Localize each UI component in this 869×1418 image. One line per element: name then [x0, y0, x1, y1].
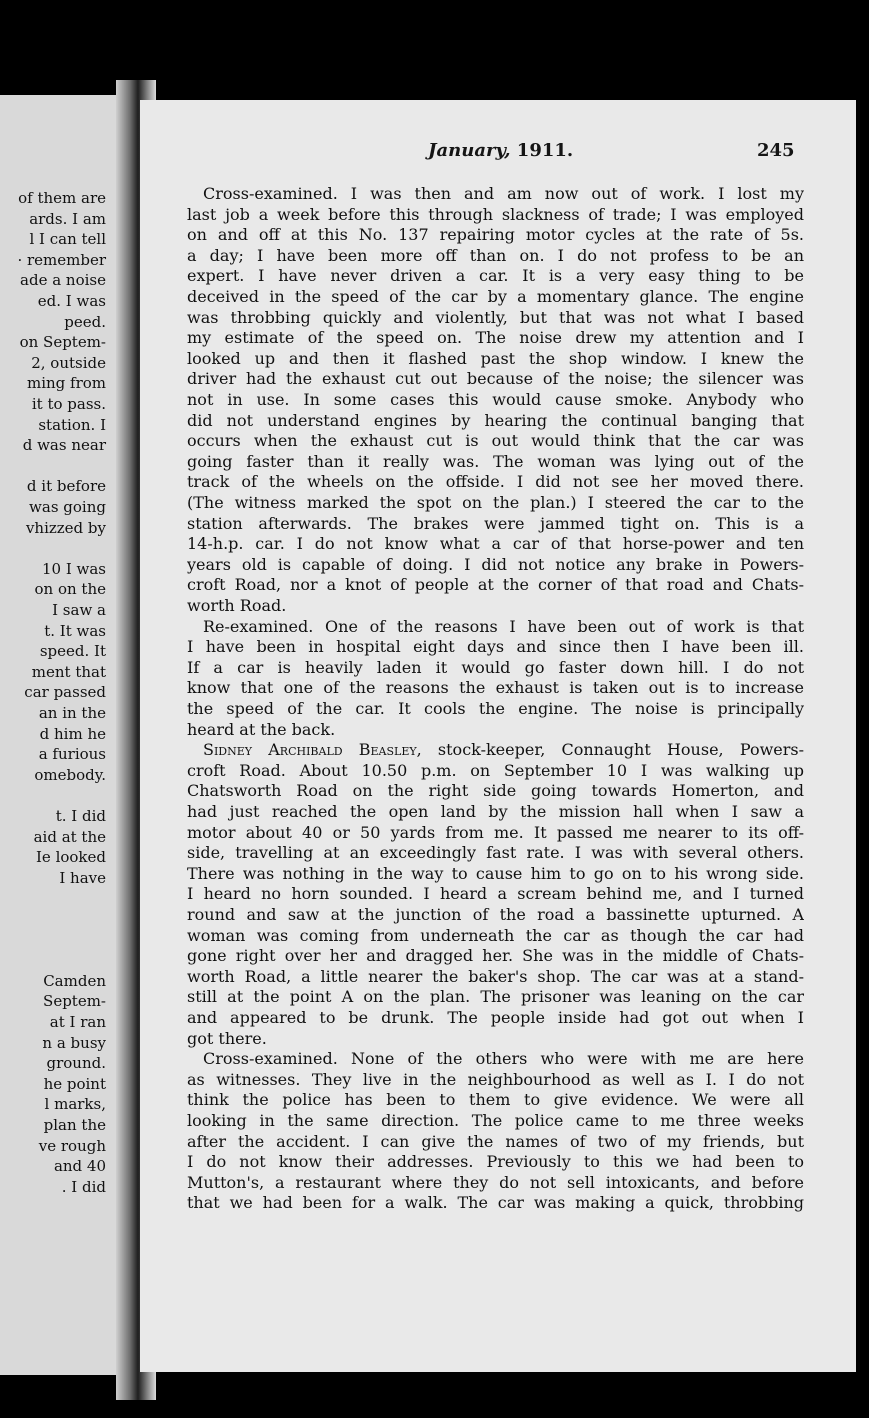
left-page-line: peed. [64, 312, 106, 331]
page-number: 245 [757, 140, 795, 161]
text-line: Cross-examined. None of the others who were with me are here [203, 1049, 804, 1069]
left-page-line: d him he [39, 724, 106, 743]
left-page-line: d it before [26, 477, 106, 496]
text-line: (The witness marked the spot on the plan.) I steered the car to the [187, 493, 804, 512]
left-page-line: ed. I was [37, 292, 106, 310]
text-line: last job a week before this through slackness of trade; I was employed [187, 204, 804, 224]
text-line: expert. I have never driven a car. It is a very easy thing to be [187, 266, 804, 286]
left-page-line: he point [43, 1074, 106, 1093]
left-page-line: omebody. [34, 765, 106, 784]
left-page-line: on Septem- [19, 333, 106, 352]
left-page-line: was going [29, 498, 106, 516]
left-page-line: an in the [38, 704, 106, 722]
left-page-line: d was near [22, 436, 106, 455]
text-line: Cross-examined. I was then and am now out of work. I lost my [203, 184, 804, 203]
left-page-line: ground. [46, 1054, 106, 1073]
left-page-line: I saw a [52, 601, 106, 619]
text-line: heard at the back. [187, 719, 336, 739]
left-page-line: 10 I was [41, 559, 106, 578]
text-line: Sidney Archibald Beasley, stock-keeper, Connaught House, Powers- [203, 740, 804, 760]
left-page-line: aid at the [33, 827, 106, 846]
left-page-line: and 40 [53, 1157, 106, 1176]
text-line: side, travelling at an exceedingly fast rate. I was with several others. [187, 843, 804, 863]
left-page-line: station. I [38, 415, 106, 434]
text-line: station afterwards. The brakes were jammed tight on. This is a [187, 513, 804, 533]
left-page-line: ade a noise [20, 271, 106, 290]
text-line: worth Road, a little nearer the baker's shop. The car was at a stand- [187, 966, 804, 986]
text-line: a day; I have been more off than on. I do not profess to be an [187, 245, 804, 265]
text-line: my estimate of the speed on. The noise drew my attention and I [187, 328, 804, 348]
left-page-line: n a busy [42, 1033, 106, 1052]
text-line: Chatsworth Road on the right side going towards Homerton, and [187, 781, 804, 801]
text-line: deceived in the speed of the car by a momentary glance. The engine [187, 287, 804, 306]
witness-name: Sidney Archibald Beasley [203, 740, 417, 760]
text-line: looking in the same direction. The police came to me three weeks [187, 1111, 804, 1130]
left-page-line: l marks, [44, 1095, 106, 1114]
left-page-line: ming from [26, 374, 106, 393]
page-header [140, 140, 856, 164]
left-page-line: · remember [17, 250, 106, 269]
text-line: woman was coming from underneath the car as though the car had [187, 925, 804, 945]
text-line: If a car is heavily laden it would go faster down hill. I do not [187, 657, 804, 677]
text-line: track of the wheels on the offside. I did not see her moved there. [187, 472, 804, 492]
left-page-line: ment that [31, 662, 106, 681]
text-line: as witnesses. They live in the neighbourhood as well as I. I do not [187, 1069, 804, 1089]
text-line: think the police has been to them to give evidence. We were all [187, 1090, 804, 1110]
text-line: I heard no horn sounded. I heard a scream behind me, and I turned [187, 884, 804, 904]
text-line: occurs when the exhaust cut is out would think that the car was [187, 431, 804, 451]
text-line: I have been in hospital eight days and since then I have been ill. [187, 637, 804, 657]
text-line: was throbbing quickly and violently, but that was not what I based [187, 307, 804, 327]
text-line: There was nothing in the way to cause him to go on to his wrong side. [187, 863, 804, 883]
running-head: January, 1911. [428, 140, 574, 161]
left-page-line: at I ran [49, 1013, 106, 1031]
text-line: that we had been for a walk. The car was making a quick, throbbing [187, 1193, 804, 1213]
text-line: had just reached the open land by the mission hall when I saw a [187, 802, 804, 821]
text-line: did not understand engines by hearing the continual banging that [187, 410, 804, 430]
text-line: still at the point A on the plan. The prisoner was leaning on the car [187, 987, 804, 1007]
left-page-line: of them are [18, 189, 106, 207]
left-page-line: t. I did [55, 807, 106, 825]
text-line: going faster than it really was. The woman was lying out of the [187, 451, 804, 471]
text-line: and appeared to be drunk. The people inside had got out when I [187, 1008, 804, 1027]
text-line: not in use. In some cases this would cause smoke. Anybody who [187, 390, 804, 409]
left-page-line: I have [59, 868, 106, 887]
left-page-line: ve rough [38, 1136, 106, 1155]
left-page-line: Ie looked [36, 848, 106, 867]
page [140, 100, 856, 1372]
text-line: motor about 40 or 50 yards from me. It passed me nearer to its off- [187, 822, 804, 842]
text-line: 14-h.p. car. I do not know what a car of that horse-power and ten [187, 534, 804, 554]
text-line: worth Road. [187, 596, 287, 615]
text-line: the speed of the car. It cools the engine. The noise is principally [187, 699, 804, 718]
text-line: got there. [187, 1028, 267, 1048]
left-page-line: Camden [43, 971, 106, 990]
left-page-line: vhizzed by [25, 518, 106, 537]
left-page-line: car passed [24, 683, 106, 702]
left-facing-page [0, 95, 128, 1375]
left-page-line: ards. I am [29, 209, 106, 228]
text-line: croft Road, nor a knot of people at the corner of that road and Chats- [187, 575, 804, 595]
text-line: Re-examined. One of the reasons I have been out of work is that [203, 616, 804, 636]
text-line: driver had the exhaust cut out because of the noise; the silencer was [187, 369, 804, 389]
text-line: Mutton's, a restaurant where they do not sell intoxicants, and before [187, 1172, 804, 1192]
left-page-line: t. It was [44, 621, 106, 640]
text-line: after the accident. I can give the names of two of my friends, but [187, 1131, 804, 1151]
text-line: I do not know their addresses. Previously to this we had been to [187, 1152, 804, 1172]
text-line: on and off at this No. 137 repairing motor cycles at the rate of 5s. [187, 225, 804, 245]
left-page-line: . I did [61, 1177, 106, 1196]
text-line: gone right over her and dragged her. She was in the middle of Chats- [187, 946, 804, 966]
left-page-line: plan the [43, 1116, 106, 1134]
left-page-line: it to pass. [31, 395, 106, 413]
left-page-line: on on the [34, 580, 106, 599]
left-page-line: l I can tell [29, 230, 106, 249]
text-line: looked up and then it flashed past the shop window. I knew the [187, 348, 804, 368]
left-page-line: speed. It [39, 642, 106, 661]
left-page-line: a furious [38, 745, 106, 764]
text-line: round and saw at the junction of the road a bassinette upturned. A [187, 905, 804, 924]
text-line: know that one of the reasons the exhaust is taken out is to increase [187, 678, 804, 698]
left-page-line: Septem- [43, 992, 106, 1011]
left-page-line: 2, outside [31, 353, 106, 372]
running-head-year: 1911. [516, 140, 574, 161]
text-line: croft Road. About 10.50 p.m. on September 10 I was walking up [187, 760, 804, 780]
text-line: years old is capable of doing. I did not notice any brake in Powers- [187, 554, 804, 574]
